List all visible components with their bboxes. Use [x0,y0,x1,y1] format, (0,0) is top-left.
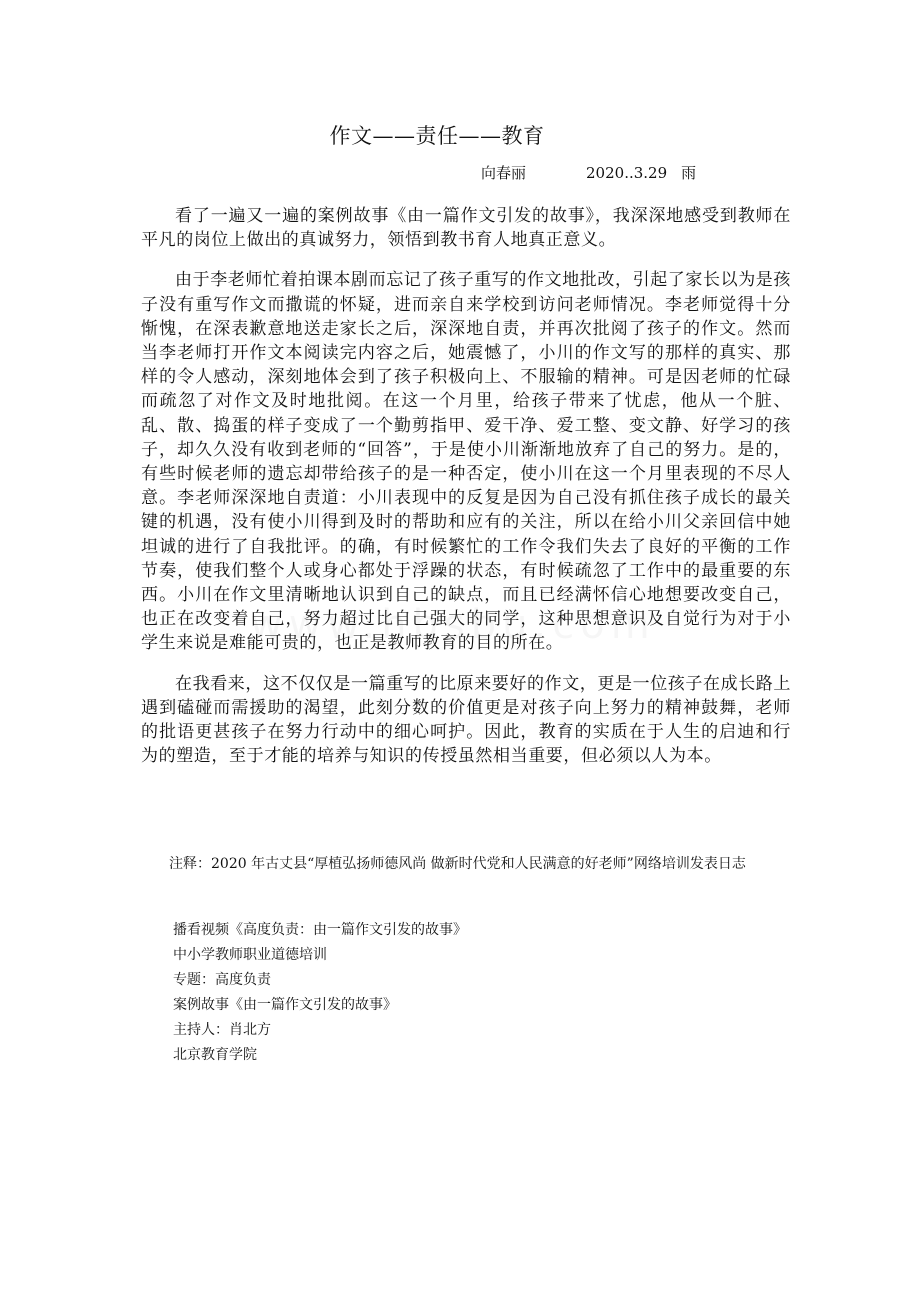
reference-item: 案例故事《由一篇作文引发的故事》 [173,997,397,1013]
paragraph: 看了一遍又一遍的案例故事《由一篇作文引发的故事》，我深深地感受到教师在平凡的岗位上做出的真诚努力，领悟到教书育人地真正意义。 [141,206,791,251]
author-name: 向春丽 [481,164,527,182]
paragraph: 在我看来，这不仅仅是一篇重写的比原来要好的作文，更是一位孩子在成长路上遇到磕碰而需援助的渴望，此刻分数的价值更是对孩子向上努力的精神鼓舞，老师的批语更甚孩子在努力行动中的细心呵护。因此，教育的实质在于人生的启迪和行为的塑造，至于才能的培养与知识的传授虽然相当重要，但必须以人为本。 [141,673,791,767]
date: 2020..3.29 [586,164,668,182]
reference-item: 主持人：肖北方 [173,1022,271,1038]
reference-item: 中小学教师职业道德培训 [173,947,327,963]
reference-list [173,918,467,1068]
reference-item: 专题：高度负责 [173,972,271,988]
paragraph: 由于李老师忙着拍课本剧而忘记了孩子重写的作文地批改，引起了家长以为是孩子没有重写作文而撒谎的怀疑，进而亲自来学校到访问老师情况。李老师觉得十分惭愧，在深表歉意地送走家长之后，深深地自责，并再次批阅了孩子的作文。然而当李老师打开作文本阅读完内容之后，她震憾了，小川的作文写的那样的真实、那样的令人感动，深刻地体会到了孩子积极向上、不服输的精神。可是因老师的忙碌而疏忽了对作文及时地批阅。在这一个月里，给孩子带来了忧虑，他从一个脏、乱、散、捣蛋的样子变成了一个勤剪指甲、爱干净、爱工整、变文静、好学习的孩子，却久久没有收到老师的“回答”，于是使小川渐渐地放弃了自己的努力。是的，有些时候老师的遗忘却带给孩子的是一种否定，使小川在这一个月里表现的不尽人意。李老师深深地自责道：小川表现中的反复是因为自己没有抓住孩子成长的最关键的机遇，没有使小川得到及时的帮助和应有的关注，所以在给小川父亲回信中她坦诚的进行了自我批评。的确，有时候繁忙的工作令我们失去了良好的平衡的工作节奏，使我们整个人或身心都处于浮躁的状态，有时候疏忽了工作中的最重要的东西。小川在作文里清晰地认识到自己的缺点，而且已经满怀信心地想要改变自己，也正在改变着自己，努力超过比自己强大的同学，这种思想意识及自觉行为对于小学生来说是难能可贵的，也正是教师教育的目的所在。 [141,270,791,654]
weather: 雨 [681,164,697,182]
reference-item: 北京教育学院 [173,1047,257,1063]
reference-item: 播看视频《高度负责：由一篇作文引发的故事》 [173,922,467,938]
note: 注释：2020 年古丈县“厚植弘扬师德风尚 做新时代党和人民满意的好老师”网络培训发表日志 [169,856,746,872]
article-body [141,204,791,784]
byline [481,162,696,184]
page-title: 作文——责任——教育 [329,124,545,148]
